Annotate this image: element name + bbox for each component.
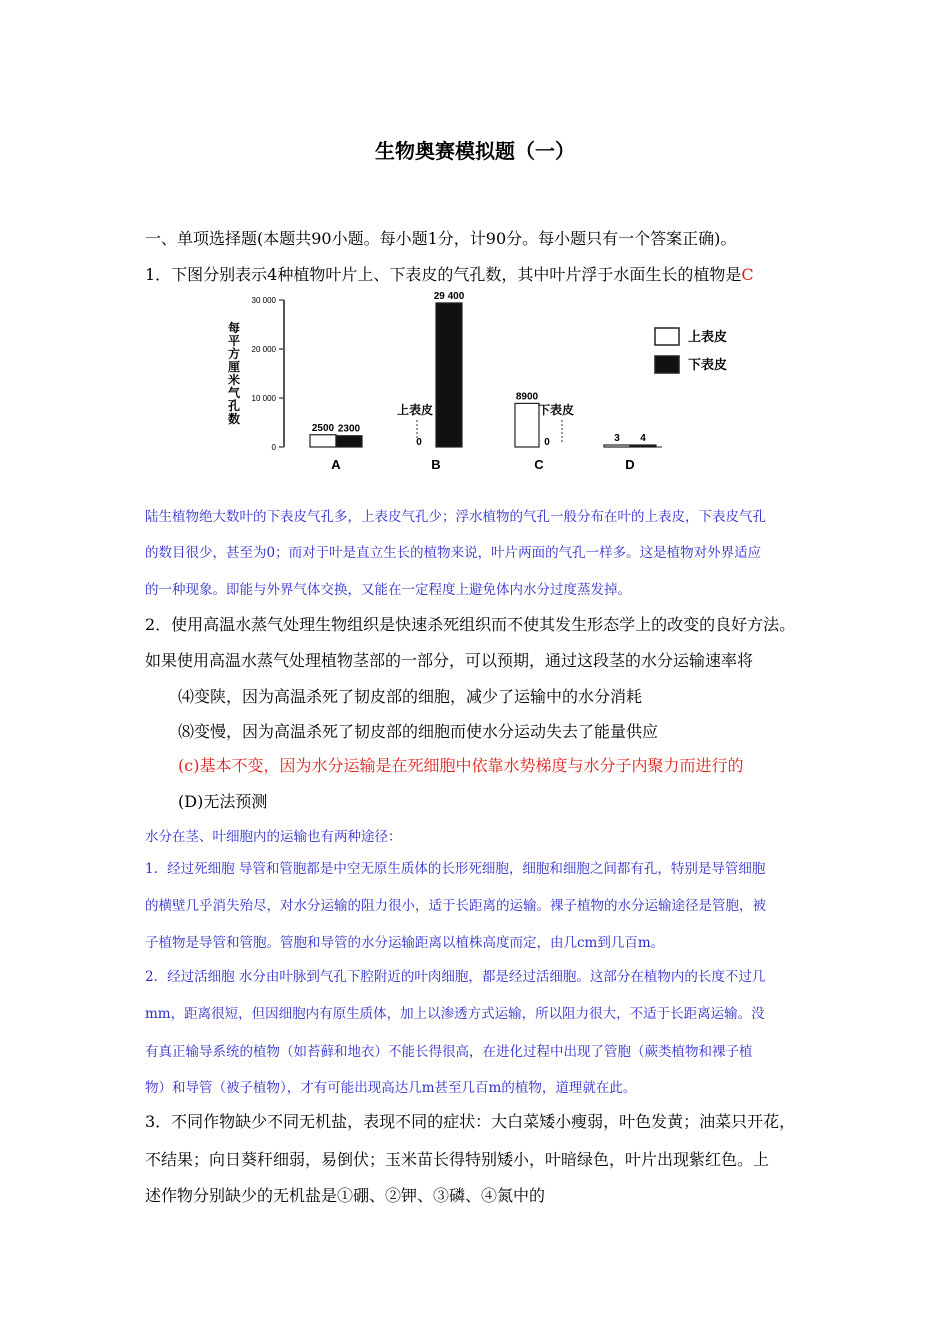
option-b: ⑻变慢，因为高温杀死了韧皮部的细胞而使水分运动失去了能量供应 — [178, 722, 659, 741]
y-axis-label-char: 气 — [227, 386, 241, 400]
annotations — [397, 402, 574, 442]
question-3-line: 不结果；向日葵秆细弱，易倒伏；玉米苗长得特别矮小，叶暗绿色，叶片出现紫红色。上 — [145, 1150, 770, 1169]
category-label: A — [331, 457, 341, 472]
q1-explanation-line: 陆生植物绝大数叶的下表皮气孔多，上表皮气孔少；浮水植物的气孔一般分布在叶的上表皮，下表皮气孔 — [145, 509, 766, 525]
y-axis-label-char: 方 — [227, 347, 241, 361]
q2-explanation-line: 子植物是导管和管胞。管胞和导管的水分运输距离以植株高度而定，由几cm到几百m。 — [145, 935, 665, 951]
option-a: ⑷变陕，因为高温杀死了韧皮部的细胞，减少了运输中的水分消耗 — [178, 687, 643, 706]
q2-explanation-line: 有真正输导系统的植物（如苔藓和地衣）不能长得很高，在进化过程中出现了管胞（蕨类植物和裸子植 — [145, 1044, 753, 1060]
q2-explanation-line: 1．经过死细胞 导管和管胞都是中空无原生质体的长形死细胞，细胞和细胞之间都有孔，特别是导管细胞 — [145, 861, 766, 877]
q2-explanation-line: 的横壁几乎消失殆尽，对水分运输的阻力很小，适于长距离的运输。裸子植物的水分运输途径是管胞，被 — [145, 898, 766, 914]
category-label: D — [625, 457, 635, 472]
legend-label: 下表皮 — [688, 357, 728, 372]
y-axis-label-char: 孔 — [227, 399, 241, 413]
annotation-upper-epidermis: 上表皮 — [397, 403, 434, 417]
bar-A-lower — [336, 436, 362, 447]
legend-swatch — [655, 356, 679, 373]
y-axis-label-char: 平 — [227, 334, 241, 348]
y-axis-label-char: 厘 — [227, 360, 241, 374]
y-tick-label: 0 — [271, 443, 276, 452]
q1-explanation-line: 的一种现象。即能与外界气体交换，又能在一定程度上避免体内水分过度蒸发掉。 — [145, 582, 631, 598]
y-axis-label-char: 每 — [227, 321, 241, 335]
y-axis — [252, 296, 284, 452]
annotation-lower-epidermis: 下表皮 — [538, 403, 575, 417]
legend-label: 上表皮 — [688, 329, 728, 344]
question-2-line: 2．使用高温水蒸气处理生物组织是快速杀死组织而不使其发生形态学上的改变的良好方法。 — [145, 615, 796, 634]
chart-legend — [655, 328, 727, 373]
y-axis-label — [227, 320, 241, 426]
data-label: 2300 — [337, 423, 361, 435]
question-3-line: 3．不同作物缺少不同无机盐，表现不同的症状：大白菜矮小瘦弱，叶色发黄；油菜只开花， — [145, 1112, 796, 1131]
category-label: B — [431, 457, 441, 472]
y-axis-label-char: 米 — [227, 373, 241, 387]
legend-swatch — [655, 328, 679, 345]
q2-explanation-line: 水分在茎、叶细胞内的运输也有两种途径： — [145, 829, 402, 845]
q2-explanation-line: 2．经过活细胞 水分由叶脉到气孔下腔附近的叶肉细胞，都是经过活细胞。这部分在植物内的长度不过几 — [145, 969, 766, 985]
bar-C-upper — [515, 403, 539, 447]
y-tick-label: 20 000 — [251, 345, 276, 354]
section-header: 一、单项选择题(本题共90小题。每小题1分，计90分。每小题只有一个答案正确)。 — [145, 229, 737, 248]
q2-explanation-line: 物）和导管（被子植物），才有可能出现高达几m甚至几百m的植物，道理就在此。 — [145, 1080, 637, 1096]
option-c-correct: (c)基本不变，因为水分运输是在死细胞中依靠水势梯度与水分子内聚力而进行的 — [178, 756, 744, 775]
q1-explanation-line: 的数目很少，甚至为0；而对于叶是直立生长的植物来说，叶片两面的气孔一样多。这是植物对外界适应 — [145, 545, 762, 561]
page-title: 生物奥赛模拟题（一） — [375, 139, 575, 163]
category-labels — [331, 457, 634, 472]
question-1-text: 1．下图分别表示4种植物叶片上、下表皮的气孔数，其中叶片浮于水面生长的植物是 — [145, 265, 742, 284]
data-label: 8900 — [515, 391, 539, 403]
bar-B-lower — [436, 303, 462, 447]
bars — [310, 291, 662, 448]
data-label: 29 400 — [433, 290, 465, 302]
bar-A-upper — [310, 435, 336, 447]
y-tick-label: 10 000 — [251, 394, 276, 403]
data-label: 4 — [640, 433, 646, 444]
stomata-bar-chart — [222, 290, 762, 480]
question-1-answer: C — [741, 265, 754, 284]
y-axis-label-char: 数 — [227, 412, 241, 426]
category-label: C — [534, 457, 544, 472]
data-label: 3 — [614, 433, 620, 444]
question-2-line: 如果使用高温水蒸气处理植物茎部的一部分，可以预期，通过这段茎的水分运输速率将 — [145, 651, 754, 670]
y-tick-label: 30 000 — [251, 296, 276, 305]
question-1 — [145, 262, 754, 285]
data-label: 0 — [544, 437, 550, 448]
q2-explanation-line: mm，距离很短，但因细胞内有原生质体，加上以渗透方式运输，所以阻力很大，不适于长距离运输。没 — [145, 1006, 765, 1022]
option-d: (D)无法预测 — [178, 792, 268, 811]
question-3-line: 述作物分别缺少的无机盐是①硼、②钾、③磷、④氮中的 — [145, 1186, 546, 1205]
data-label: 2500 — [311, 422, 335, 434]
data-label: 0 — [416, 437, 422, 448]
